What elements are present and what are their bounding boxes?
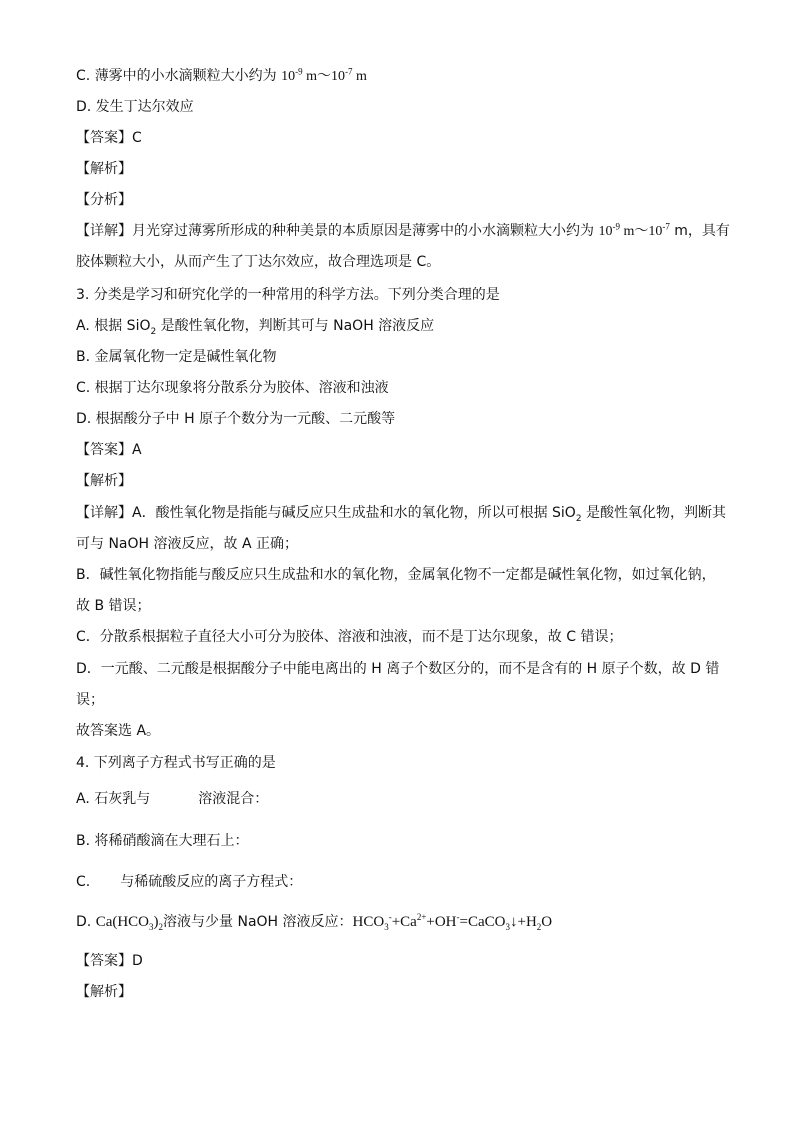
answer-line-3: 【答案】D — [76, 953, 143, 969]
q3-option-a: A. 根据 SiO$_2$ 是酸性氧化物，判断其可与 NaOH 溶液反应 — [76, 318, 435, 337]
detail-1-line-1: 【详解】月光穿过薄雾所形成的种种美景的本质原因是薄雾中的小水滴颗粒大小约为 $10^{-9}$ $m\sim 10^{-7}$ m，具有 — [76, 221, 730, 239]
q4-option-d: D. $Ca(HCO_3)_2$溶液与少量 NaOH 溶液反应：$HCO_3^-+Ca^{2+}+OH^-=CaCO_3↓+H_2O$ — [76, 912, 553, 932]
answer-line-1: 【答案】C — [76, 130, 142, 146]
q3-option-d: D. 根据酸分子中 H 原子个数分为一元酸、二元酸等 — [76, 411, 396, 427]
analysis-heading-2: 【解析】 — [76, 473, 132, 489]
detail-2-line-5: C．分散系根据粒子直径大小可分为胶体、溶液和浊液，而不是丁达尔现象，故 C 错误； — [76, 629, 623, 645]
detail-2-line-2: 可与 NaOH 溶液反应，故 A 正确； — [76, 536, 298, 552]
detail-2-line-1: 【详解】A．酸性氧化物是指能与碱反应只生成盐和水的氧化物，所以可根据 SiO$_2$ 是酸性氧化物，判断其 — [76, 505, 727, 524]
detail-1-line-2: 胶体颗粒大小，从而产生了丁达尔效应，故合理选项是 C。 — [76, 254, 441, 270]
detail-2-line-8: 故答案选 A。 — [76, 723, 161, 739]
option-d-line: D. 发生丁达尔效应 — [76, 99, 194, 115]
analysis-heading-3: 【解析】 — [76, 984, 132, 1000]
detail-2-line-4: 故 B 错误； — [76, 598, 151, 614]
detail-2-line-6: D．一元酸、二元酸是根据酸分子中能电离出的 H 离子个数区分的，而不是含有的 H 原子个数，故 D 错 — [76, 661, 720, 677]
q4-option-a: A. 石灰乳与 溶液混合： — [76, 791, 269, 807]
analysis-heading-1: 【解析】 — [76, 161, 132, 177]
question-4: 4. 下列离子方程式书写正确的是 — [76, 755, 276, 771]
answer-line-2: 【答案】A — [76, 442, 142, 458]
q4-option-c: C. 与稀硫酸反应的离子方程式： — [76, 874, 303, 890]
question-3: 3. 分类是学习和研究化学的一种常用的科学方法。下列分类合理的是 — [76, 287, 500, 303]
option-c-line: C. 薄雾中的小水滴颗粒大小约为 $10^{-9}$ $m\sim 10^{-7}$ m — [76, 66, 367, 84]
detail-2-line-3: B．碱性氧化物指能与酸反应只生成盐和水的氧化物，金属氧化物不一定都是碱性氧化物，如过氧化钠， — [76, 567, 716, 583]
q4-option-b: B. 将稀硝酸滴在大理石上： — [76, 833, 249, 849]
q3-option-b: B. 金属氧化物一定是碱性氧化物 — [76, 349, 277, 365]
detail-2-line-7: 误； — [76, 692, 104, 708]
q3-option-c: C. 根据丁达尔现象将分散系分为胶体、溶液和浊液 — [76, 380, 389, 396]
fenxi-heading: 【分析】 — [76, 192, 132, 208]
equation: $HCO_3^-+Ca^{2+}+OH^-=CaCO_3↓+H_2O$ — [352, 912, 553, 932]
